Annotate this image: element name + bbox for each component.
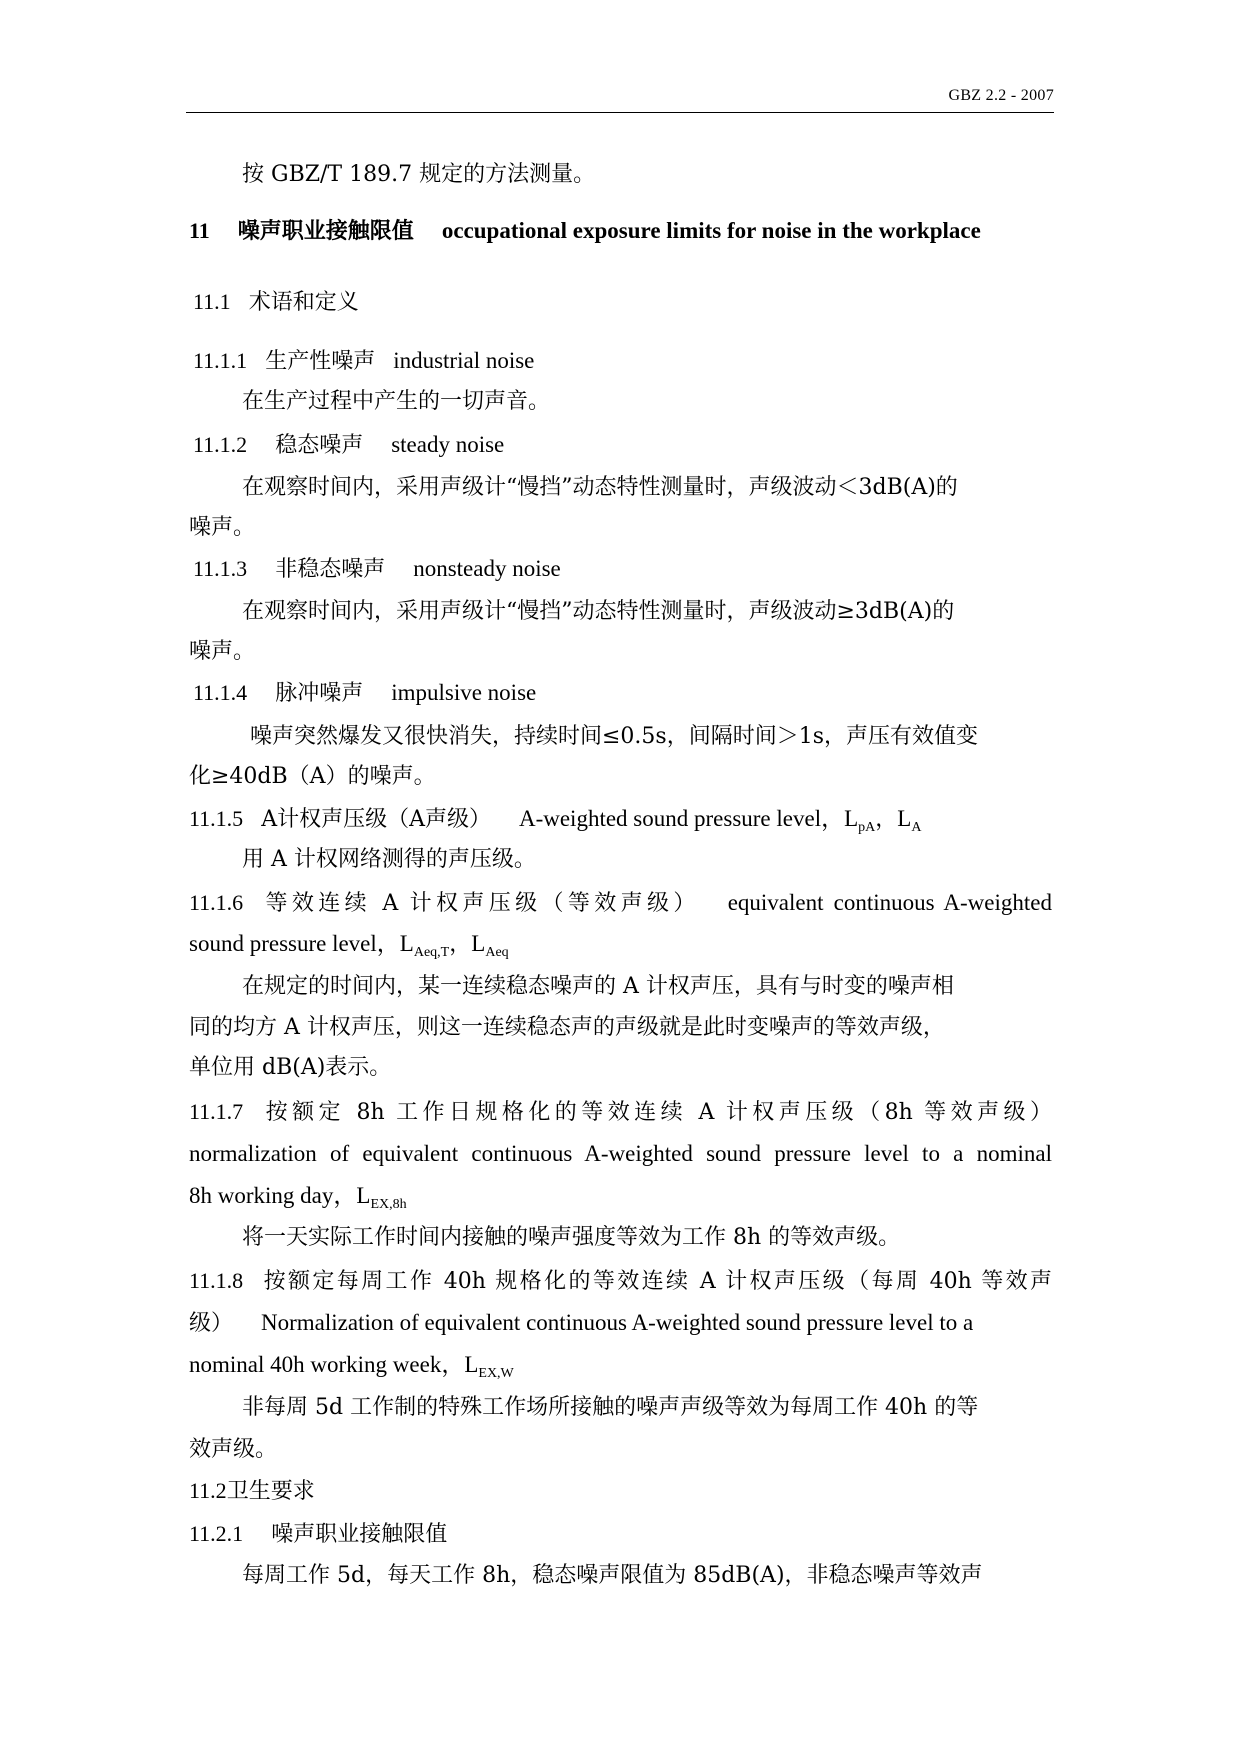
term-11-1-1-heading — [193, 346, 534, 377]
term-11-1-3-heading — [193, 554, 561, 585]
term-11-1-8-definition-line2: 效声级。 — [189, 1437, 278, 1462]
term-11-1-7-heading-line2: normalization of equivalent continuous A-weighted sound pressure level to a nominal — [189, 1141, 1052, 1166]
term-number: 11.1.8 — [189, 1268, 244, 1293]
term-11-1-4-definition-line1: 噪声突然爆发又很快消失，持续时间≤0.5s，间隔时间＞1s，声压有效值变 — [250, 724, 979, 749]
term-en-continued: 8h working day， — [189, 1183, 357, 1208]
section-number: 11 — [189, 218, 210, 243]
term-cn: 非稳态噪声 — [275, 557, 386, 582]
term-number: 11.1.1 — [193, 348, 248, 373]
clause-11-2-1-heading — [189, 1519, 447, 1550]
term-cn: 稳态噪声 — [275, 433, 364, 458]
symbol-L: L — [399, 931, 414, 956]
term-number: 11.1.7 — [189, 1099, 244, 1124]
subsection-11-1-heading — [193, 287, 359, 318]
symbol-L: L — [897, 806, 912, 831]
section-11-heading — [189, 216, 981, 246]
header-rule — [186, 112, 1054, 113]
term-en: industrial noise — [393, 348, 535, 373]
term-11-1-6-heading — [189, 888, 1052, 919]
section-title-cn: 噪声职业接触限值 — [237, 218, 414, 244]
term-11-1-7-heading — [189, 1097, 1052, 1128]
term-en: A-weighted sound pressure level， — [518, 806, 845, 831]
clause-title: 噪声职业接触限值 — [271, 1522, 448, 1547]
term-en: steady noise — [391, 432, 505, 457]
term-11-1-6-definition-line3: 单位用 dB(A)表示。 — [189, 1055, 392, 1080]
term-11-1-4-definition-line2: 化≥40dB（A）的噪声。 — [189, 764, 436, 789]
symbol-subscript: A — [911, 820, 922, 835]
term-11-1-1-definition: 在生产过程中产生的一切声音。 — [242, 389, 551, 414]
term-number: 11.1.2 — [193, 432, 248, 457]
subsection-title: 术语和定义 — [248, 290, 359, 315]
term-cn: 按额定每周工作 40h 规格化的等效连续 A 计权声压级（每周 40h 等效声 — [261, 1269, 1052, 1294]
term-11-1-2-heading — [193, 430, 504, 461]
term-en: Normalization of equivalent continuous A-weighted sound pressure level to a — [261, 1310, 974, 1335]
symbol-subscript: Aeq — [485, 945, 509, 960]
subsection-number: 11.2 — [189, 1478, 227, 1503]
term-11-1-8-heading-line3 — [189, 1350, 514, 1381]
term-11-1-4-heading — [193, 678, 536, 709]
term-cn: 等效连续 A 计权声压级（等效声级） — [261, 891, 700, 916]
symbol-L: L — [464, 1352, 479, 1377]
term-number: 11.1.3 — [193, 556, 248, 581]
symbol-subscript: pA — [858, 820, 876, 835]
symbol-subscript: EX,8h — [370, 1197, 407, 1212]
term-11-1-2-definition-line2: 噪声。 — [189, 515, 256, 540]
term-11-1-6-heading-line2 — [189, 929, 509, 960]
clause-number: 11.2.1 — [189, 1521, 244, 1546]
symbol-L: L — [471, 931, 486, 956]
term-en: equivalent continuous A-weighted — [727, 890, 1052, 915]
term-en: nonsteady noise — [413, 556, 561, 581]
term-11-1-8-heading-line2 — [189, 1308, 973, 1339]
term-number: 11.1.6 — [189, 890, 244, 915]
term-number: 11.1.4 — [193, 680, 248, 705]
separator: ， — [875, 807, 898, 832]
running-header-doc-code: GBZ 2.2 - 2007 — [948, 87, 1054, 104]
term-11-1-8-heading — [189, 1266, 1052, 1297]
clause-11-2-1-text: 每周工作 5d，每天工作 8h，稳态噪声限值为 85dB(A)，非稳态噪声等效声 — [242, 1563, 983, 1588]
term-cn: 生产性噪声 — [265, 349, 376, 374]
term-11-1-8-definition-line1: 非每周 5d 工作制的特殊工作场所接触的噪声声级等效为每周工作 40h 的等 — [242, 1395, 979, 1420]
term-cn: 按额定 8h 工作日规格化的等效连续 A 计权声压级（8h 等效声级） — [261, 1100, 1052, 1125]
term-11-1-7-heading-line3 — [189, 1181, 407, 1212]
term-number: 11.1.5 — [189, 806, 244, 831]
term-11-1-7-definition: 将一天实际工作时间内接触的噪声强度等效为工作 8h 的等效声级。 — [242, 1225, 901, 1250]
subsection-title: 卫生要求 — [226, 1479, 315, 1504]
subsection-number: 11.1 — [193, 289, 231, 314]
term-11-1-2-definition-line1: 在观察时间内，采用声级计“慢挡”动态特性测量时，声级波动＜3dB(A)的 — [242, 475, 958, 500]
symbol-subscript: Aeq,T — [413, 945, 450, 960]
term-11-1-3-definition-line1: 在观察时间内，采用声级计“慢挡”动态特性测量时，声级波动≥3dB(A)的 — [242, 599, 955, 624]
term-cn: A计权声压级（A声级） — [261, 807, 491, 832]
section-title-en: occupational exposure limits for noise in the workplace — [441, 218, 981, 243]
symbol-L: L — [356, 1183, 371, 1208]
term-11-1-5-definition: 用 A 计权网络测得的声压级。 — [242, 847, 536, 872]
term-11-1-3-definition-line2: 噪声。 — [189, 639, 256, 664]
term-cn: 脉冲噪声 — [275, 681, 364, 706]
symbol-subscript: EX,W — [478, 1366, 514, 1381]
term-11-1-5-heading — [189, 804, 921, 835]
term-11-1-6-definition-line2: 同的均方 A 计权声压，则这一连续稳态声的声级就是此时变噪声的等效声级， — [189, 1015, 945, 1040]
separator: ， — [449, 932, 472, 957]
term-11-1-6-definition-line1: 在规定的时间内，某一连续稳态噪声的 A 计权声压，具有与时变的噪声相 — [242, 974, 954, 999]
intro-text: 按 GBZ/T 189.7 规定的方法测量。 — [242, 162, 596, 187]
term-en: impulsive noise — [391, 680, 537, 705]
term-cn-continued: 级） — [189, 1311, 234, 1336]
symbol-L: L — [844, 806, 859, 831]
term-en-continued: sound pressure level， — [189, 931, 400, 956]
subsection-11-2-heading — [189, 1476, 315, 1507]
term-en-continued: nominal 40h working week， — [189, 1352, 465, 1377]
